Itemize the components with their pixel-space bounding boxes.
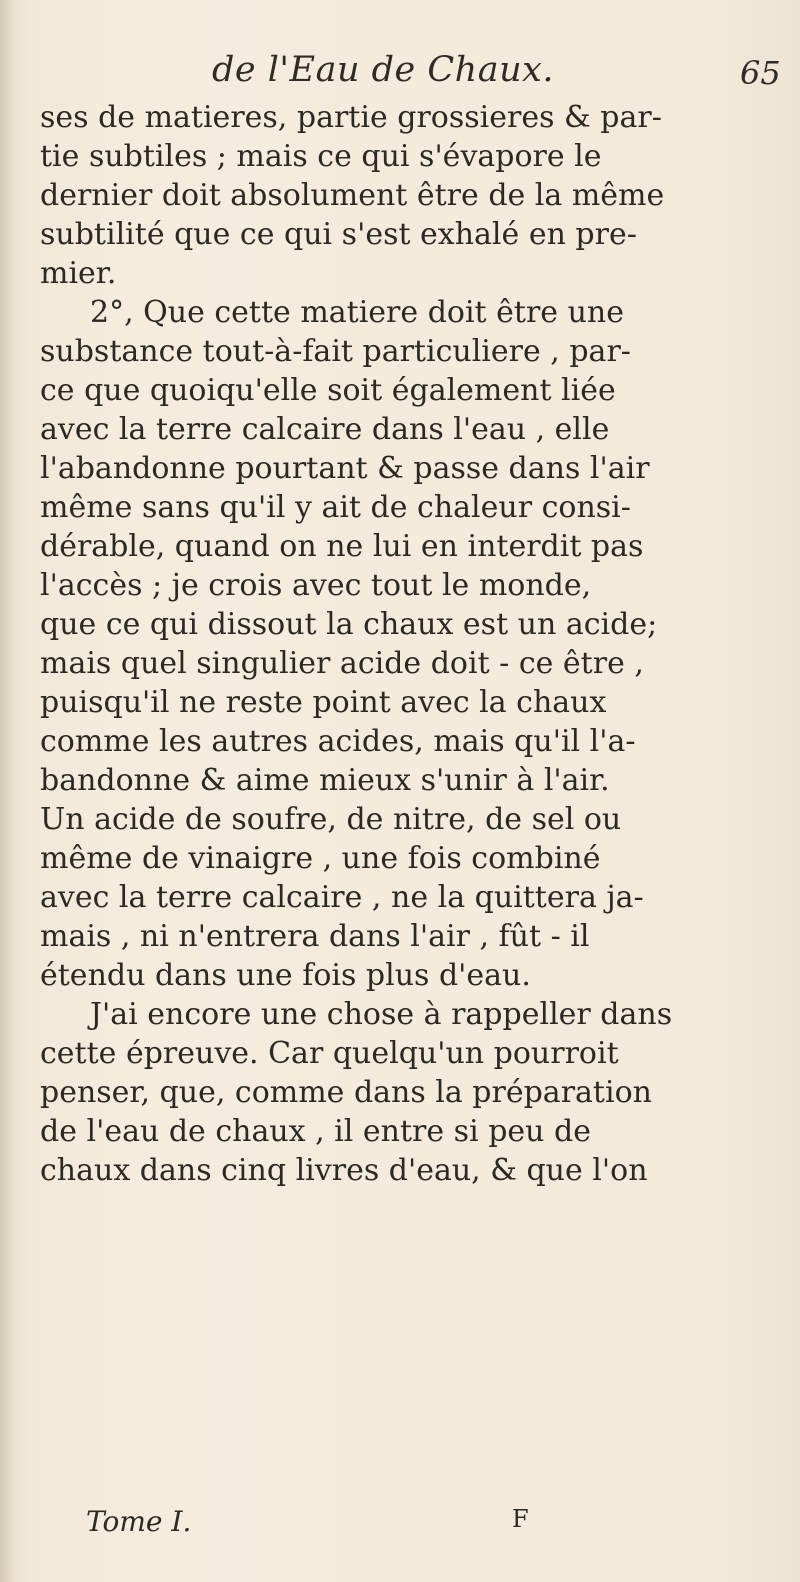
text-line: 2°, Que cette matiere doit être une: [90, 295, 624, 330]
text-line: mier.: [40, 256, 117, 291]
page-spine-shadow: [0, 0, 14, 1582]
signature-mark: F: [512, 1505, 529, 1533]
text-line: de l'eau de chaux , il entre si peu de: [40, 1114, 591, 1149]
text-line: avec la terre calcaire dans l'eau , elle: [40, 412, 610, 447]
text-line: que ce qui dissout la chaux est un acide;: [40, 607, 658, 642]
text-line: l'abandonne pourtant & passe dans l'air: [40, 451, 650, 486]
volume-label: Tome I.: [86, 1505, 192, 1538]
text-line: penser, que, comme dans la préparation: [40, 1075, 652, 1110]
text-line: étendu dans une fois plus d'eau.: [40, 958, 531, 993]
text-line: substance tout-à-fait particuliere , par-: [40, 334, 631, 369]
text-line: mais quel singulier acide doit - ce être ,: [40, 646, 644, 681]
text-line: même de vinaigre , une fois combiné: [40, 841, 601, 876]
text-line: Un acide de soufre, de nitre, de sel ou: [40, 802, 622, 837]
text-line: chaux dans cinq livres d'eau, & que l'on: [40, 1153, 648, 1188]
text-line: comme les autres acides, mais qu'il l'a-: [40, 724, 636, 759]
text-line: l'accès ; je crois avec tout le monde,: [40, 568, 592, 603]
text-line: avec la terre calcaire , ne la quittera ja-: [40, 880, 644, 915]
page-number: 65: [740, 54, 781, 92]
body-text: [40, 98, 780, 1190]
text-line: puisqu'il ne reste point avec la chaux: [40, 685, 607, 720]
page-header: [0, 50, 800, 100]
text-line: mais , ni n'entrera dans l'air , fût - il: [40, 919, 590, 954]
page-footer: [0, 1505, 800, 1545]
text-line: tie subtiles ; mais ce qui s'évapore le: [40, 139, 602, 174]
text-line: ce que quoiqu'elle soit également liée: [40, 373, 616, 408]
text-line: dérable, quand on ne lui en interdit pas: [40, 529, 644, 564]
running-head: de l'Eau de Chaux.: [212, 50, 554, 90]
text-line: dernier doit absolument être de la même: [40, 178, 665, 213]
text-line: J'ai encore une chose à rappeller dans: [90, 997, 673, 1032]
text-line: subtilité que ce qui s'est exhalé en pre-: [40, 217, 637, 252]
text-line: même sans qu'il y ait de chaleur consi-: [40, 490, 631, 525]
text-line: cette épreuve. Car quelqu'un pourroit: [40, 1036, 619, 1071]
text-line: bandonne & aime mieux s'unir à l'air.: [40, 763, 610, 798]
text-line: ses de matieres, partie grossieres & par-: [40, 100, 662, 135]
